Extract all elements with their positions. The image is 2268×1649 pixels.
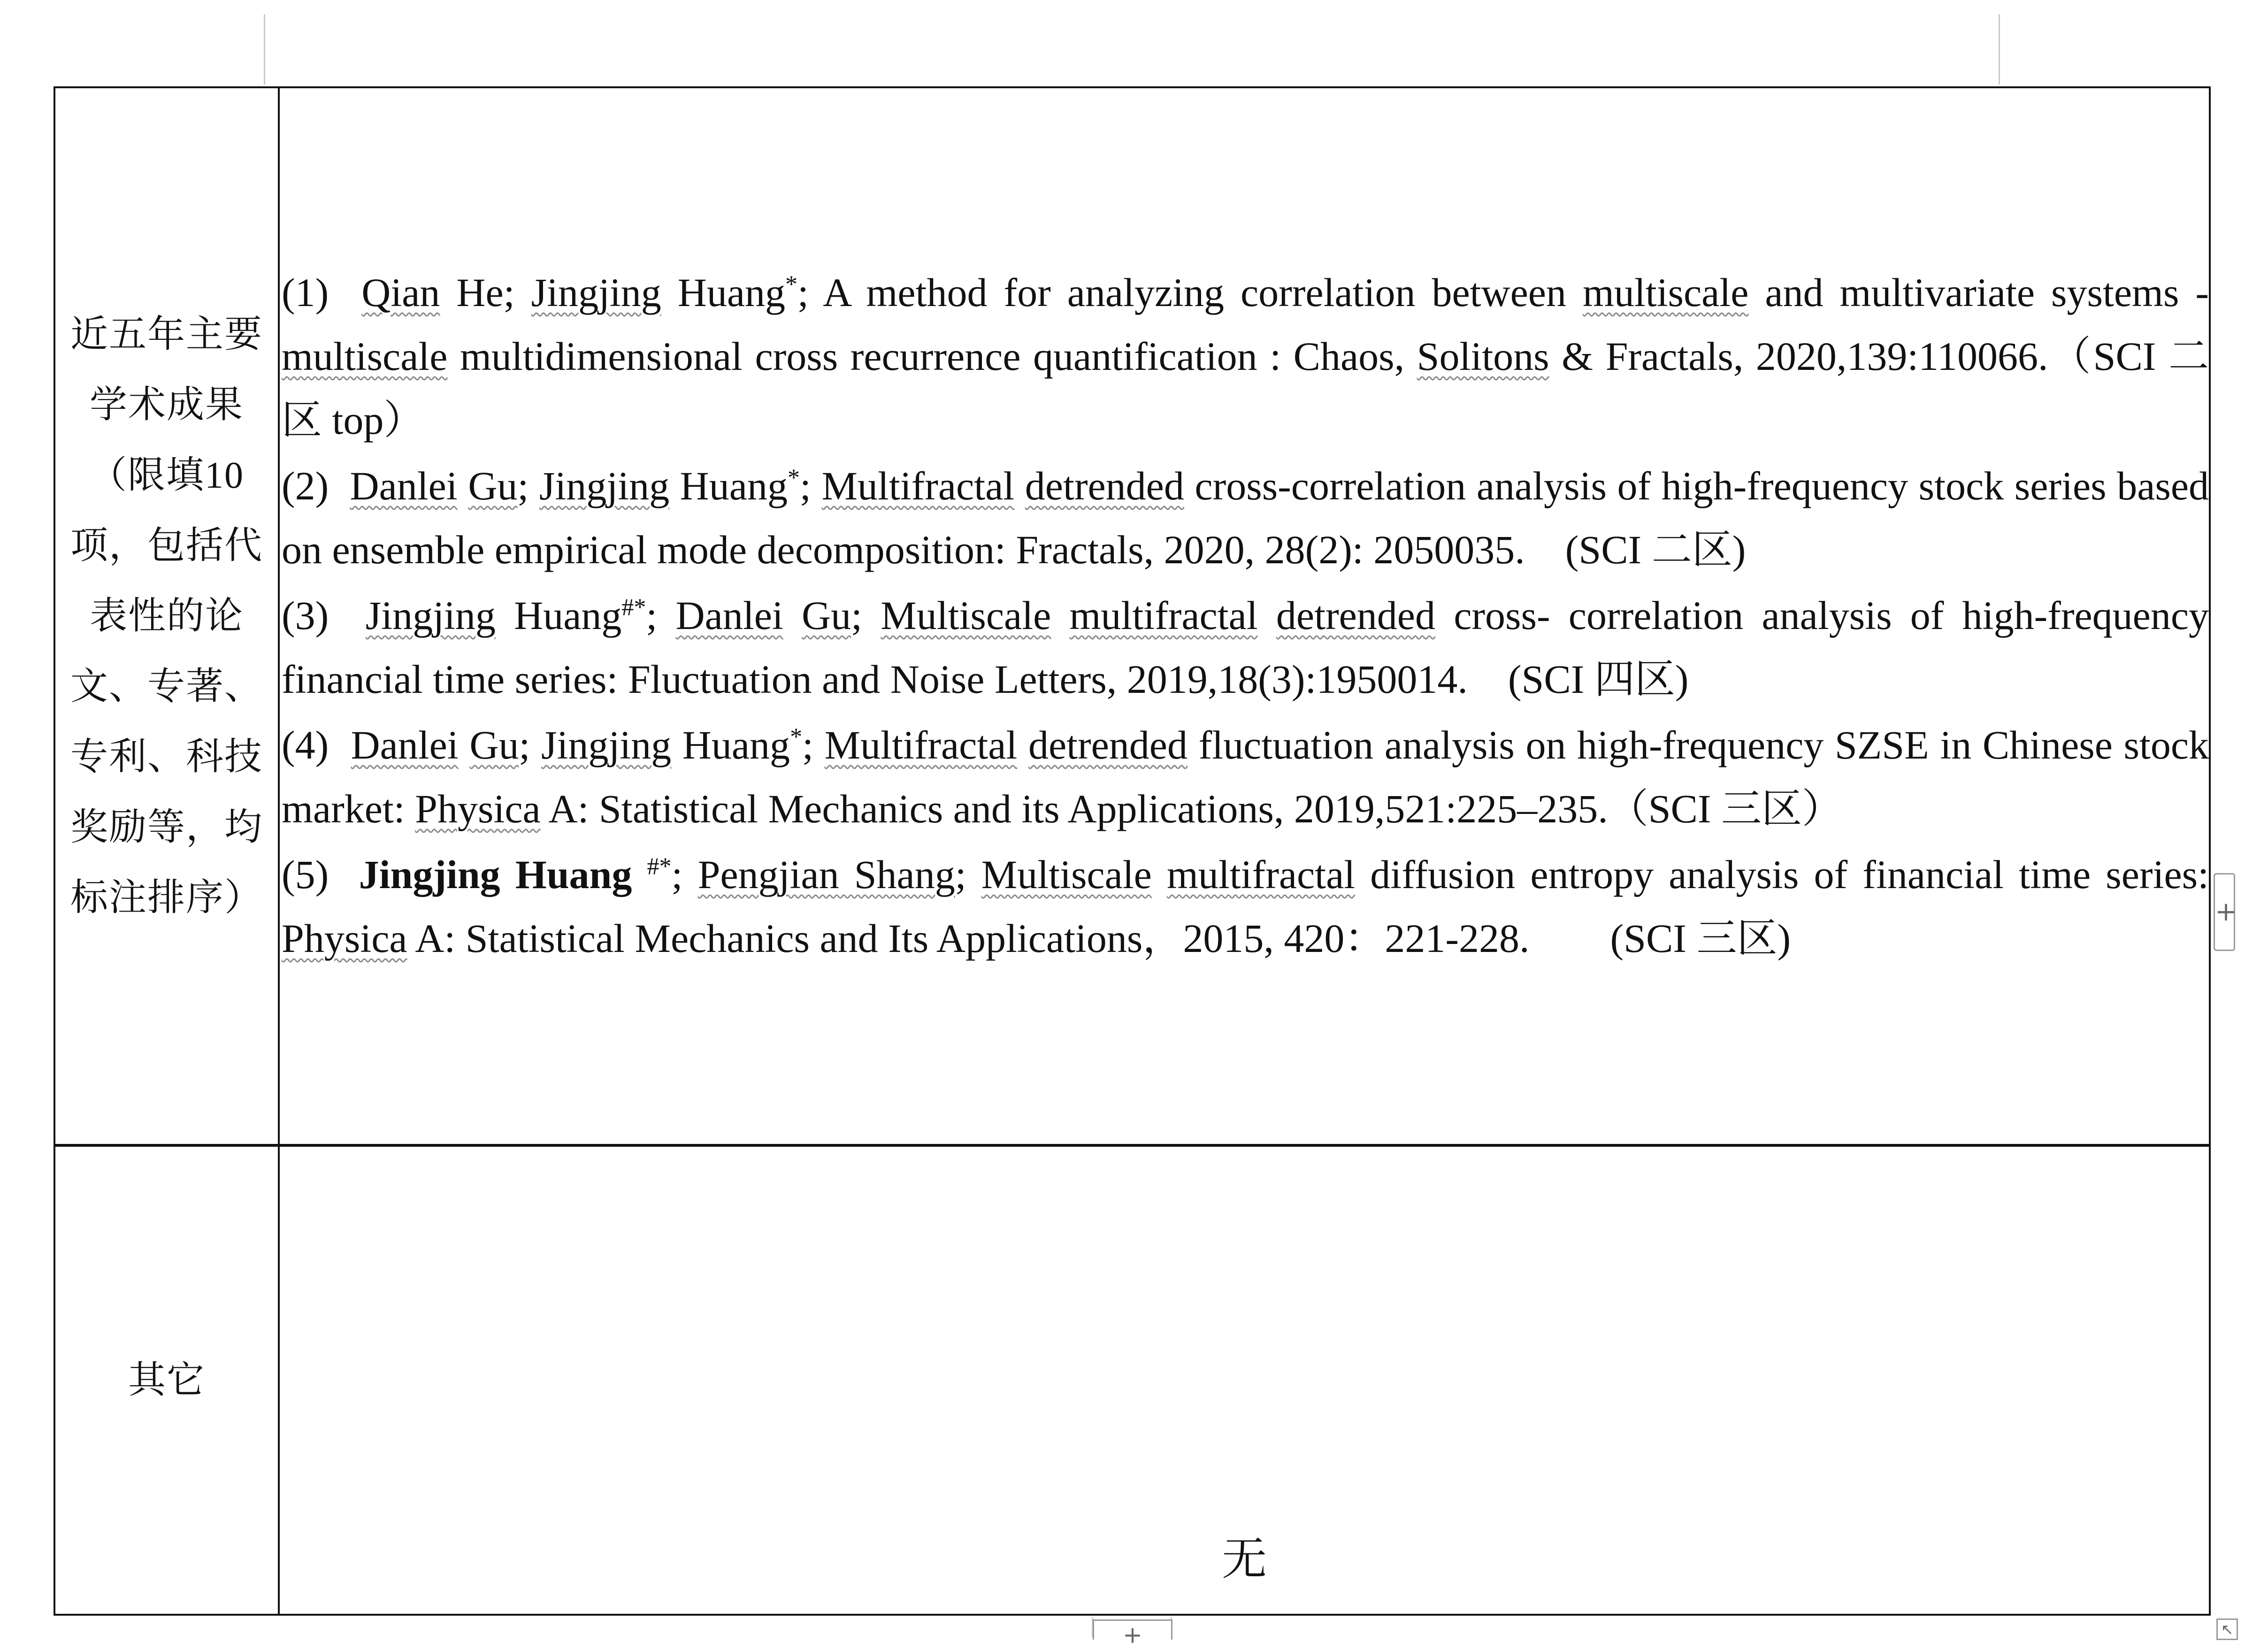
publication-item-1: (1) Qian He; Jingjing Huang*; A method for analyzing correlation between multiscale and multivariate systems - multiscale multidimensional cross recurrence quantification : Chaos, Solitons & Fractals, 2020,139:110066.（SCI 二区 top） — [282, 269, 2209, 443]
publication-list — [280, 261, 2209, 970]
add-row-handle-icon[interactable]: + — [2214, 873, 2235, 951]
other-label: 其它 — [128, 1359, 205, 1401]
publication-item-4: (4) Danlei Gu; Jingjing Huang*; Multifractal detrended fluctuation analysis on high-frequency SZSE in Chinese stock market: Physica A: Statistical Mechanics and its Applications, 2019,521:225–235.（SCI 三区） — [282, 722, 2209, 831]
table-resize-handle-icon[interactable]: ↖ — [2216, 1618, 2238, 1640]
publication-item-5: (5) Jingjing Huang #*; Pengjian Shang; Multiscale multifractal diffusion entropy analysis of financial time series: Physica A: Statistical Mechanics and Its Applications，2015, 420：221-228. (SCI 三区) — [282, 851, 2209, 961]
publication-item-2: (2) Danlei Gu; Jingjing Huang*; Multifractal detrended cross-correlation analysis of high-frequency stock series based on ensemble empirical mode decomposition: Fractals, 2020, 28(2): 2050035. (SCI 二区) — [282, 463, 2209, 572]
achievements-table — [54, 86, 2211, 1616]
achievements-label: 近五年主要学术成果（限填10项，包括代表性的论文、专著、专利、科技奖励等，均标注排序） — [70, 314, 263, 919]
achievements-label-cell[interactable] — [54, 87, 279, 1145]
add-column-handle-icon[interactable]: + — [1093, 1619, 1172, 1640]
margin-guide-right — [1999, 14, 2000, 84]
table-row-other — [54, 1145, 2210, 1615]
table-row-achievements — [54, 87, 2210, 1145]
other-content: 无 — [1222, 1534, 1267, 1584]
achievements-content-cell[interactable] — [279, 87, 2210, 1145]
other-content-cell[interactable] — [279, 1145, 2210, 1615]
other-label-cell[interactable] — [54, 1145, 279, 1615]
publication-item-3: (3) Jingjing Huang#*; Danlei Gu; Multiscale multifractal detrended cross- correlation analysis of high-frequency financial time series: Fluctuation and Noise Letters, 2019,18(3):1950014. (SCI 四区) — [282, 592, 2209, 702]
margin-guide-left — [264, 14, 265, 84]
